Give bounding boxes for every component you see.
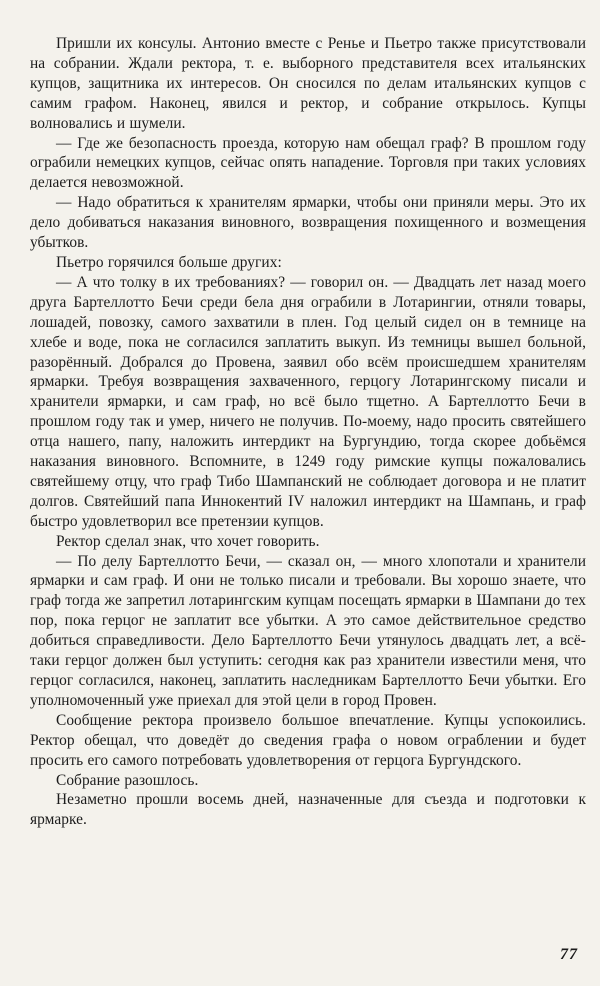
paragraph: Сообщение ректора произвело большое впечатление. Купцы успокоились. Ректор обещал, что доведёт до сведения графа о новом ограблении и будет просить его самого потребовать удовлетворения от герцога Бургундского. xyxy=(30,711,586,769)
paragraph: Пришли их консулы. Антонио вместе с Ренье и Пьетро также присутствовали на собрании. Ждали ректора, т. е. выборного представителя всех итальянских купцов, защитника их интересов. Он сносился по делам итальянских купцов с самим графом. Наконец, явился и ректор, и собрание открылось. Купцы волновались и шумели. xyxy=(30,35,586,132)
paragraph: Незаметно прошли восемь дней, назначенные для съезда и подготовки к ярмарке. xyxy=(30,791,586,829)
paragraph: — По делу Бартеллотто Бечи, — сказал он, — много хлопотали и хранители ярмарки и сам граф. И они не только писали и требовали. Вы хорошо знаете, что граф тогда же запретил лотарингским купцам посещать ярмарки в Шампани до тех пор, пока герцог не заплатит все убытки. А это самое действительное средство добиться справедливости. Дело Бартеллотто Бечи утянулось двадцать лет, а всё-таки герцог должен был уступить: сегодня как раз хранители известили меня, что герцог согласился, наконец, заплатить наследникам Бартеллотто Бечи убытки. Его уполномоченный уже приехал для этой цели в город Провен. xyxy=(30,552,586,709)
paragraph: Пьетро горячился больше других: xyxy=(56,253,282,271)
page-number: 77 xyxy=(560,946,578,963)
paragraph: — Где же безопасность проезда, которую нам обещал граф? В прошлом году ограбили немецких купцов, сейчас опять нападение. Торговля при таких условиях делается невозможной. xyxy=(30,134,586,192)
paragraph: Ректор сделал знак, что хочет говорить. xyxy=(56,532,320,550)
paragraph: Собрание разошлось. xyxy=(56,771,199,789)
paragraph: — А что толку в их требованиях? — говорил он. — Двадцать лет назад моего друга Бартеллотто Бечи среди бела дня ограбили в Лотарингии, отняли товары, лошадей, повозку, самого захватили в плен. Год целый сидел он в темнице на хлебе и воде, пока не согласился заплатить выкуп. Из темницы вышел больной, разорённый. Добрался до Провена, заявил обо всём происшедшем хранителям ярмарки. Требуя возвращения захваченного, герцогу Лотарингскому писали и хранители ярмарки, и сам граф, но всё было тщетно. А Бартеллотто Бечи в прошлом году так и умер, ничего не получив. По-моему, надо просить святейшего отца нашего, папу, наложить интердикт на Бургундию, тогда скорее добьёмся наказания виновного. Вспомните, в 1249 году римские купцы пожаловались святейшему отцу, что граф Тибо Шампанский не соблюдает договора и не платит долгов. Святейший папа Иннокентий IV наложил интердикт на Шампань, и граф быстро удовлетворил все претензии купцов. xyxy=(30,273,586,530)
paragraph: — Надо обратиться к хранителям ярмарки, чтобы они приняли меры. Это их дело добиваться наказания виновного, возвращения похищенного и возмещения убытков. xyxy=(30,194,586,252)
body-text xyxy=(30,34,586,830)
